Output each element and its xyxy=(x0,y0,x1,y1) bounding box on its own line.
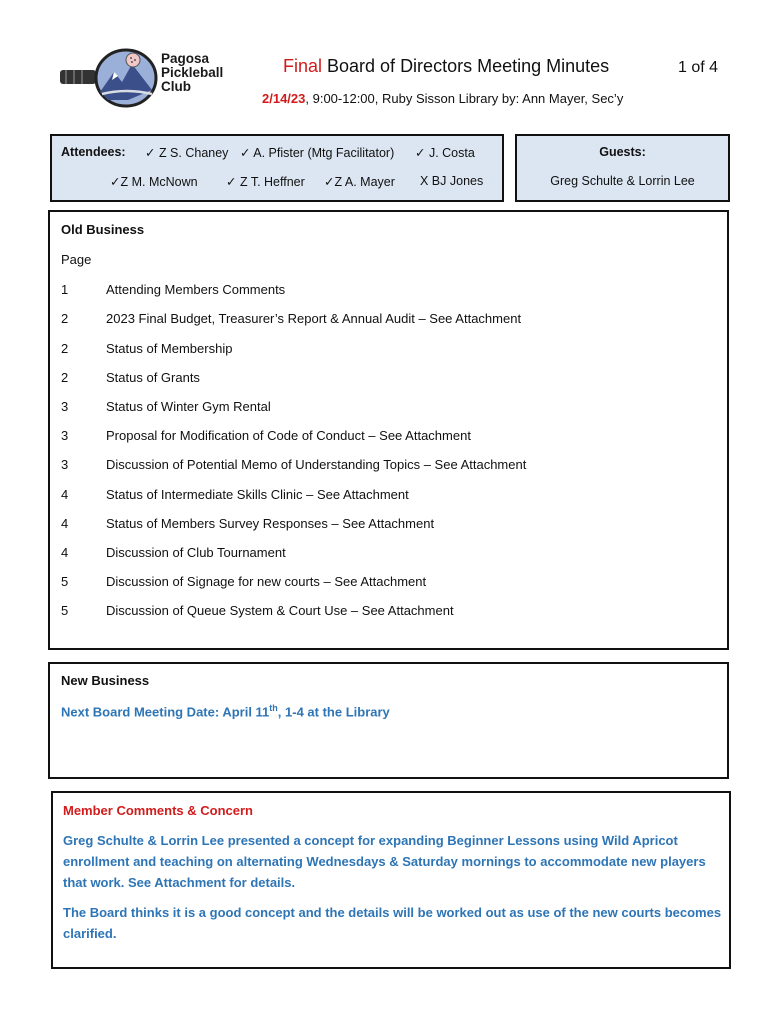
page-column-label: Page xyxy=(61,252,92,267)
meeting-time-location: , 9:00-12:00, Ruby Sisson Library by: Ann Mayer, Sec’y xyxy=(305,91,624,106)
agenda-page: 3 xyxy=(61,428,69,443)
attendee: ✓ J. Costa xyxy=(415,146,475,160)
title-text: Board of Directors Meeting Minutes xyxy=(322,56,610,76)
member-comments-box xyxy=(51,791,731,969)
agenda-page: 4 xyxy=(61,516,69,531)
agenda-text: Status of Intermediate Skills Clinic – See Attachment xyxy=(106,487,409,502)
agenda-page: 3 xyxy=(61,457,69,472)
new-business-heading: New Business xyxy=(61,673,150,688)
agenda-text: Status of Membership xyxy=(106,341,233,356)
agenda-page: 5 xyxy=(61,574,69,589)
attendee: ✓ A. Pfister (Mtg Facilitator) xyxy=(240,146,395,160)
agenda-text: Discussion of Club Tournament xyxy=(106,545,286,560)
agenda-text: Discussion of Queue System & Court Use – See Attachment xyxy=(106,603,454,618)
meeting-date: 2/14/23 xyxy=(262,91,306,106)
agenda-item xyxy=(61,516,434,531)
logo-text: Pagosa Pickleball Club xyxy=(161,51,224,94)
guest-names: Greg Schulte & Lorrin Lee xyxy=(550,174,695,188)
guests-label: Guests: xyxy=(599,145,646,159)
agenda-item xyxy=(61,574,426,589)
comment-paragraph: The Board thinks it is a good concept and the details will be worked out as use of the new courts becomes clarified. xyxy=(63,905,722,941)
agenda-item xyxy=(61,311,521,326)
agenda-text: Proposal for Modification of Code of Conduct – See Attachment xyxy=(106,428,471,443)
agenda-page: 3 xyxy=(61,399,69,414)
document-title xyxy=(283,56,609,77)
agenda-item xyxy=(61,545,286,560)
agenda-text: Discussion of Signage for new courts – See Attachment xyxy=(106,574,427,589)
attendee: ✓ Z T. Heffner xyxy=(226,175,305,189)
old-business-heading: Old Business xyxy=(61,222,145,237)
agenda-page: 5 xyxy=(61,603,69,618)
agenda-item xyxy=(61,370,200,385)
new-business-box xyxy=(48,662,729,779)
agenda-text: Status of Grants xyxy=(106,370,200,385)
attendees-label: Attendees: xyxy=(61,145,126,159)
agenda-page: 1 xyxy=(61,282,69,297)
attendee: ✓ Z S. Chaney xyxy=(145,146,229,160)
page-indicator: 1 of 4 xyxy=(678,59,719,76)
agenda-text: Status of Winter Gym Rental xyxy=(106,399,271,414)
agenda-page: 4 xyxy=(61,487,69,502)
guests-box xyxy=(515,134,730,202)
comment-paragraph: Greg Schulte & Lorrin Lee presented a concept for expanding Beginner Lessons using Wild Apricot enrollment and teaching on alternating Wednesdays & Saturday mornings to accommodate new players that work. See Attachment for details. xyxy=(63,833,706,890)
agenda-item xyxy=(61,341,232,356)
agenda-item xyxy=(61,603,454,618)
agenda-text: 2023 Final Budget, Treasurer’s Report & Annual Audit – See Attachment xyxy=(106,311,522,326)
meeting-details xyxy=(262,91,623,106)
club-logo xyxy=(58,48,238,108)
attendee: ✓Z M. McNown xyxy=(110,175,198,189)
agenda-text: Attending Members Comments xyxy=(106,282,286,297)
agenda-text: Discussion of Potential Memo of Understanding Topics – See Attachment xyxy=(106,457,527,472)
member-comments-heading: Member Comments & Concern xyxy=(63,803,253,818)
agenda-item xyxy=(61,457,526,472)
attendees-box xyxy=(50,134,504,202)
agenda-page: 2 xyxy=(61,311,69,326)
agenda-item xyxy=(61,428,471,443)
agenda-page: 2 xyxy=(61,370,69,385)
old-business-box xyxy=(48,210,729,650)
agenda-item xyxy=(61,399,271,414)
next-meeting-date: Next Board Meeting Date: April 11th, 1-4 at the Library xyxy=(61,703,390,720)
pickleball-paddle-icon xyxy=(58,48,158,108)
agenda-item xyxy=(61,282,285,297)
attendee: ✓Z A. Mayer xyxy=(324,175,395,189)
agenda-page: 4 xyxy=(61,545,69,560)
attendee-absent: X BJ Jones xyxy=(420,174,484,188)
agenda-item xyxy=(61,487,409,502)
title-final-word: Final xyxy=(283,56,323,76)
agenda-text: Status of Members Survey Responses – See Attachment xyxy=(106,516,435,531)
agenda-page: 2 xyxy=(61,341,69,356)
